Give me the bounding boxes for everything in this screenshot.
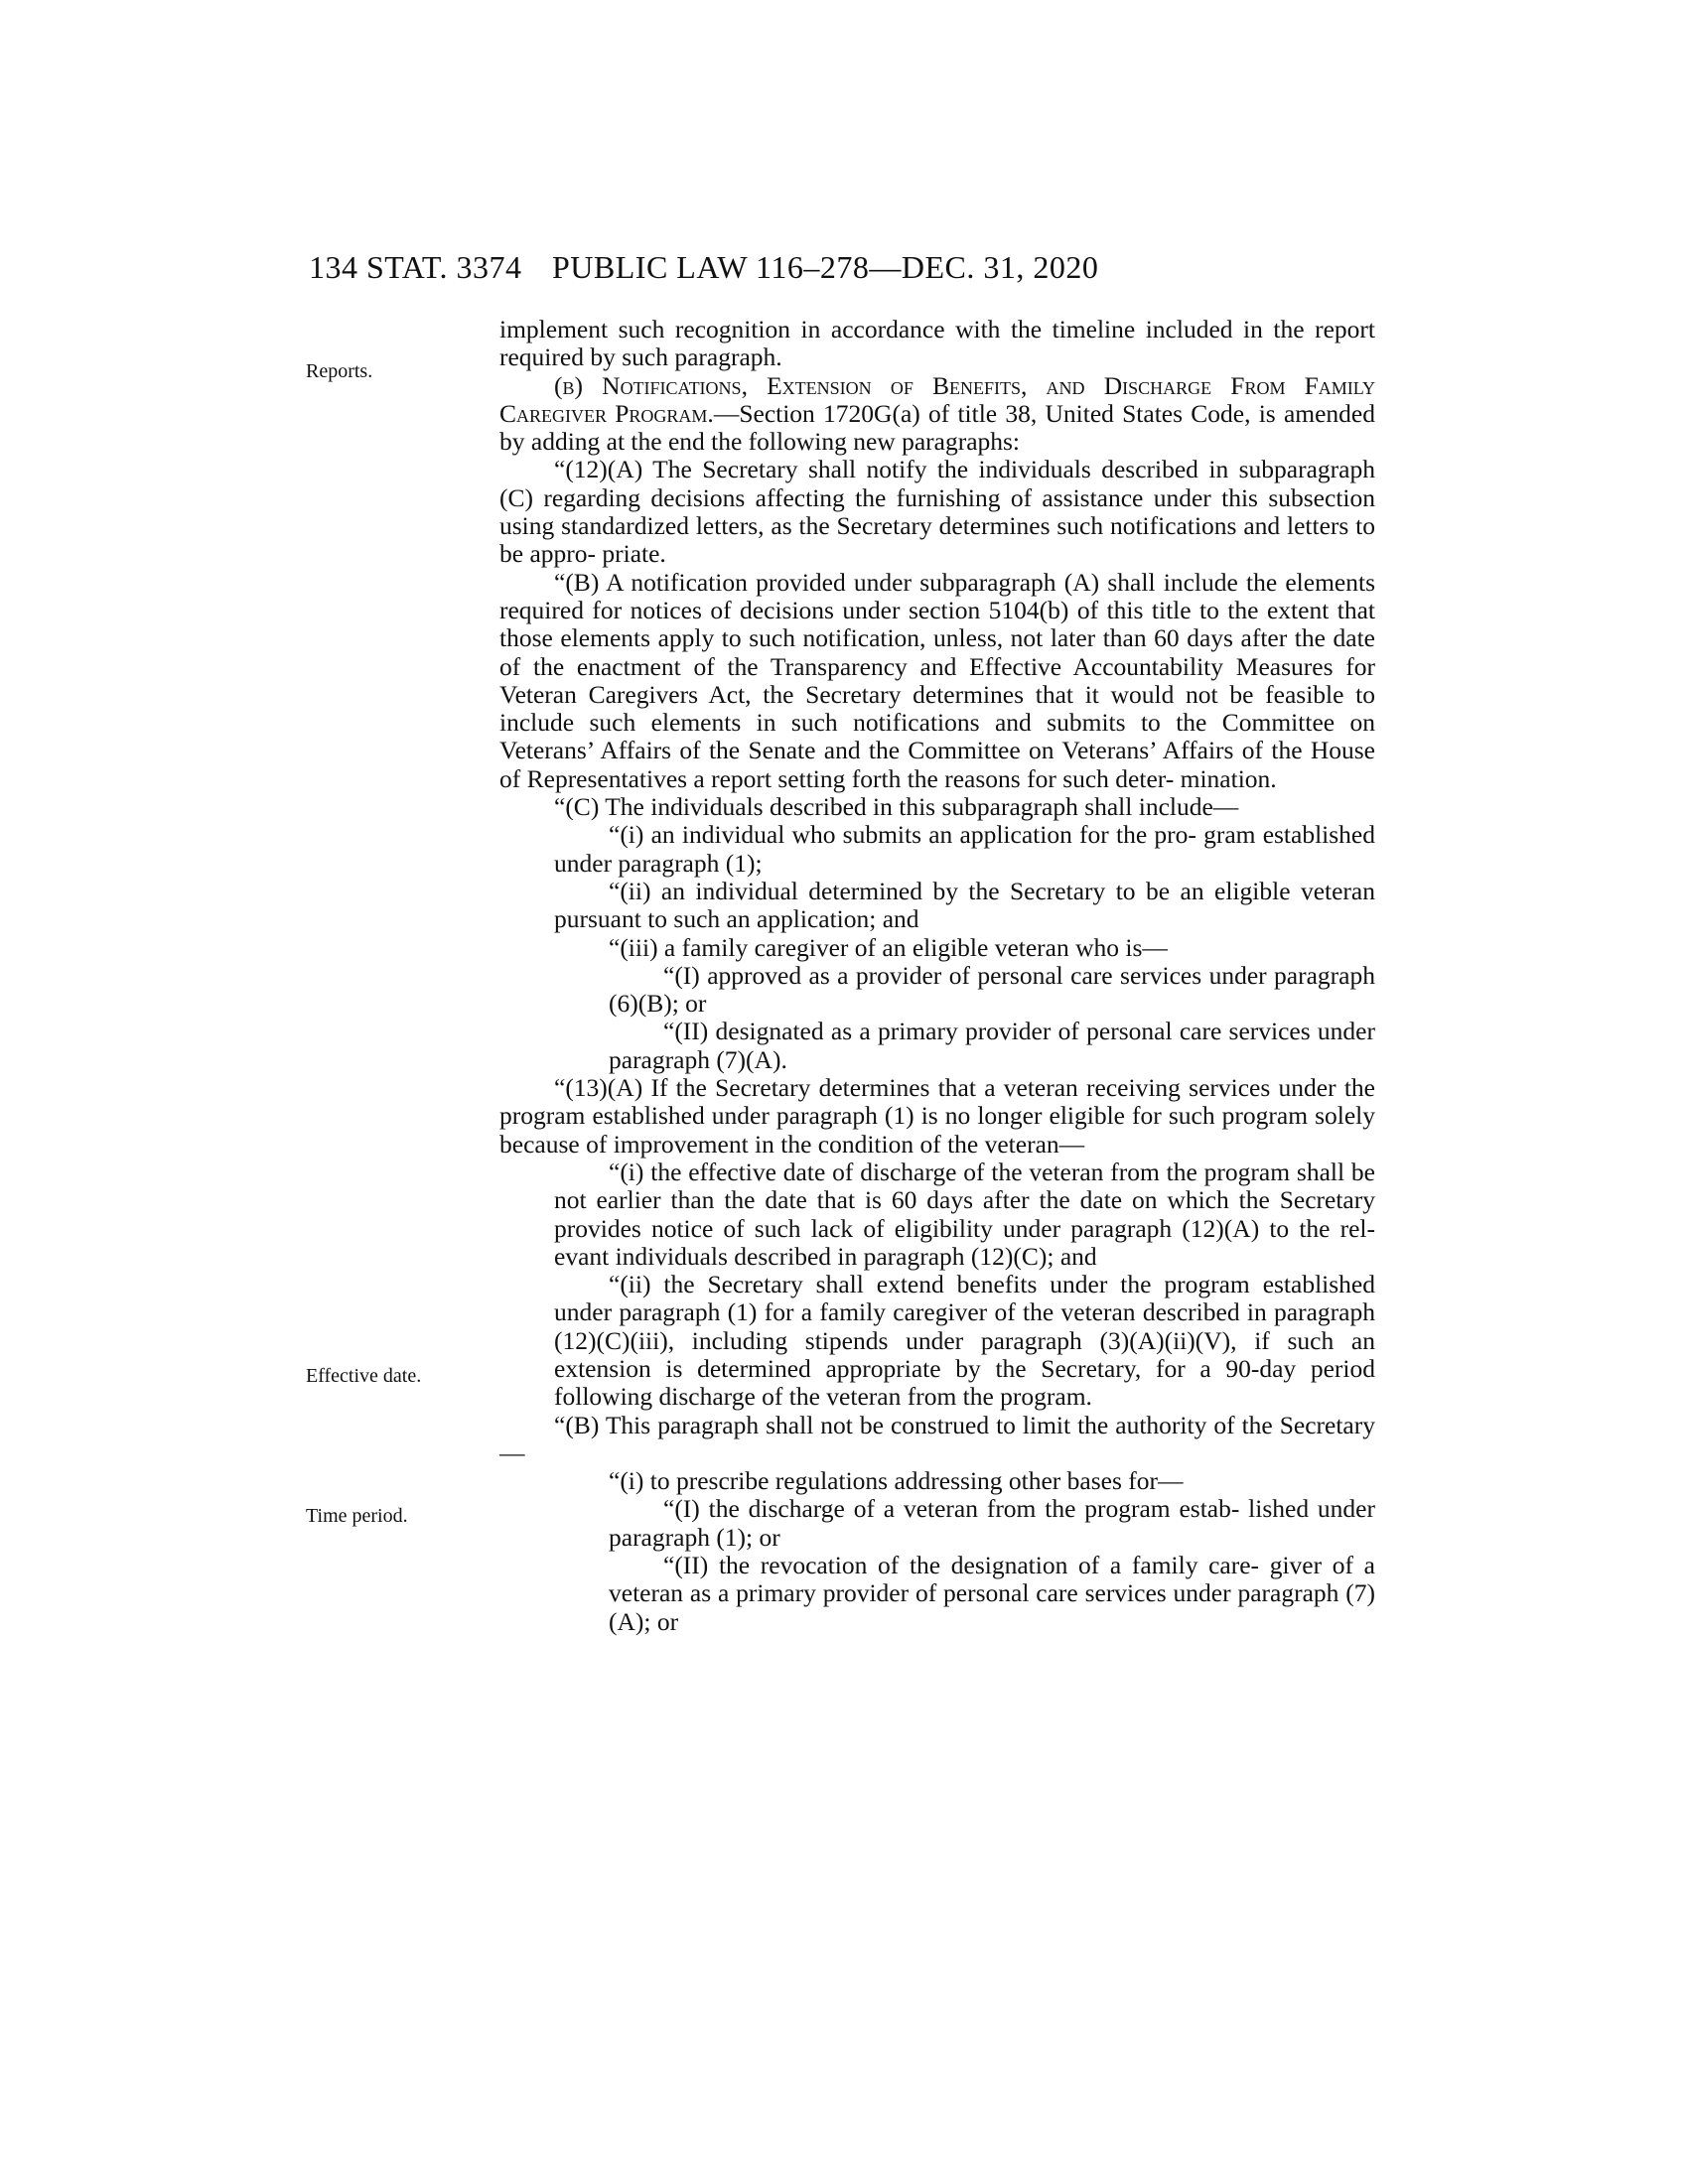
page-stat-number: 134 STAT. 3374 <box>309 249 522 285</box>
clause: “(i) to prescribe regulations addressing other bases for— <box>609 1466 1184 1496</box>
clause: “(ii) an individual determined by the Secretary to be an eligible veteran pursuant to such an application; and <box>554 876 1375 934</box>
margin-note-effective-date: Effective date. <box>306 1365 422 1387</box>
paragraph: implement such recognition in accordance with the timeline included in the report required by such paragraph. <box>499 315 1375 372</box>
paragraph: “(B) This paragraph shall not be construed to limit the authority of the Secretary— <box>499 1410 1375 1467</box>
section-heading: (b) Notifications, Extension of Benefits, and Discharge From Family Caregiver Program. <box>499 370 1375 428</box>
clause: “(i) an individual who submits an application for the pro- gram established under paragraph (1); <box>554 820 1375 878</box>
running-head: PUBLIC LAW 116–278—DEC. 31, 2020 <box>552 249 1099 285</box>
paragraph: “(13)(A) If the Secretary determines that a veteran receiving services under the program established under paragraph (1) is no longer eligible for such program solely because of improvement in the condition of the veteran— <box>499 1073 1375 1159</box>
statute-body <box>499 316 1375 1636</box>
section-text: —Section 1720G(a) of title 38, United States Code, is amended by adding at the end the following new paragraphs: <box>499 398 1375 457</box>
subclause: “(II) the revocation of the designation of a family care- giver of a veteran as a primary provider of personal care services under paragraph (7)(A); or <box>609 1551 1375 1636</box>
page-header <box>309 249 1232 289</box>
paragraph: “(C) The individuals described in this subparagraph shall include— <box>554 792 1239 822</box>
subclause: “(I) approved as a provider of personal care services under paragraph (6)(B); or <box>609 960 1375 1019</box>
clause: “(ii) the Secretary shall extend benefits under the program established under paragraph (1) for a family caregiver of the veteran described in paragraph (12)(C)(iii), including stipends under paragraph (3)(A)(ii)(V), if such an extension is determined appropriate by the Secretary, for a 90-day period following discharge of the veteran from the program. <box>554 1270 1375 1412</box>
clause: “(i) the effective date of discharge of the veteran from the program shall be not earlier than the date that is 60 days after the date on which the Secretary provides notice of such lack of eligibility under paragraph (12)(A) to the rel- evant individuals described in paragraph (12)(C); and <box>554 1157 1375 1271</box>
margin-note-reports: Reports. <box>306 360 373 382</box>
paragraph: “(B) A notification provided under subparagraph (A) shall include the elements required for notices of decisions under section 5104(b) of this title to the extent that those elements apply to such notification, unless, not later than 60 days after the date of the enactment of the Transparency and Effective Accountability Measures for Veteran Caregivers Act, the Secretary determines that it would not be feasible to include such elements in such notifications and submits to the Committee on Veterans’ Affairs of the Senate and the Committee on Veterans’ Affairs of the House of Representatives a report setting forth the reasons for such deter- mination. <box>499 567 1375 793</box>
section-b-paragraph <box>499 372 1375 457</box>
subclause: “(I) the discharge of a veteran from the program estab- lished under paragraph (1); or <box>609 1494 1375 1552</box>
subclause: “(II) designated as a primary provider of personal care services under paragraph (7)(A). <box>609 1017 1375 1074</box>
clause: “(iii) a family caregiver of an eligible veteran who is— <box>609 932 1168 962</box>
paragraph: “(12)(A) The Secretary shall notify the individuals described in subparagraph (C) regarding decisions affecting the furnishing of assistance under this subsection using standardized letters, as the Secretary determines such notifications and letters to be appro- priate. <box>499 455 1375 569</box>
margin-note-time-period: Time period. <box>306 1505 408 1527</box>
